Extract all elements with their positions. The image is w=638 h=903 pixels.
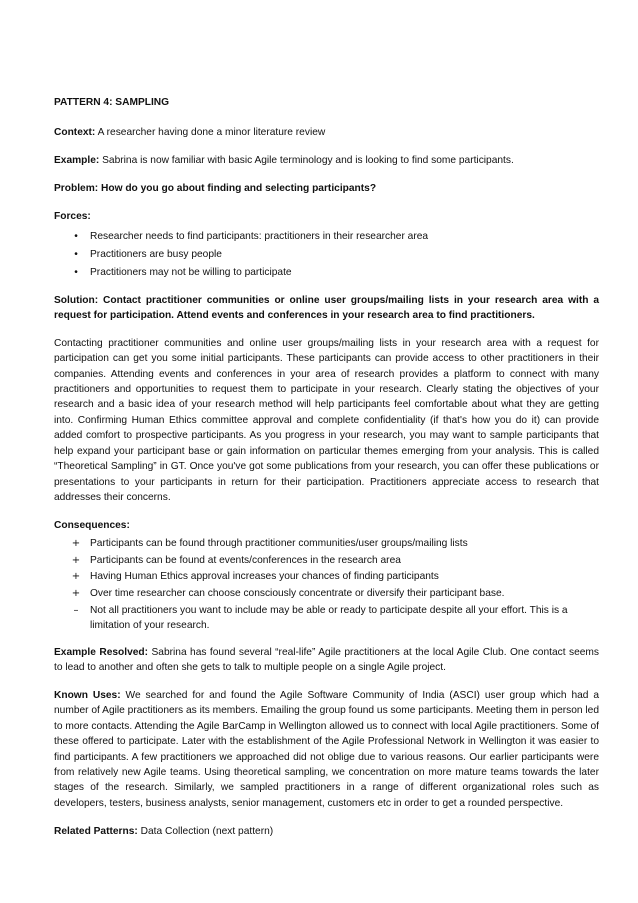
consequence-item xyxy=(54,569,599,586)
forces-label: Forces: xyxy=(54,211,91,223)
known-uses-paragraph xyxy=(54,688,599,811)
context-text: A researcher having done a minor literature review xyxy=(97,127,326,139)
consequences-heading xyxy=(54,518,599,533)
forces-item-text: Researcher needs to find participants: practitioners in their researcher area xyxy=(90,230,429,242)
consequence-item xyxy=(54,603,599,635)
bullet-icon: • xyxy=(74,266,78,278)
consequence-text: Participants can be found at events/conferences in the research area xyxy=(90,554,401,566)
forces-heading xyxy=(54,209,599,224)
forces-item-text: Practitioners may not be willing to participate xyxy=(90,266,292,278)
consequence-item xyxy=(54,553,599,570)
example-text: Sabrina is now familiar with basic Agile terminology and is looking to find some participants. xyxy=(102,155,514,167)
forces-list xyxy=(54,228,599,282)
minus-icon: – xyxy=(73,604,79,616)
consequences-label: Consequences: xyxy=(54,519,130,531)
plus-icon: + xyxy=(71,538,81,550)
bullet-icon: • xyxy=(74,248,78,260)
bullet-icon: • xyxy=(74,230,78,242)
consequence-text: Not all practitioners you want to include may be able or ready to participate despite all your effort. This is a limitation of your research. xyxy=(90,604,568,631)
example-resolved-label: Example Resolved: xyxy=(54,646,149,658)
related-patterns-text: Data Collection (next pattern) xyxy=(140,825,274,837)
example-resolved-text: Sabrina has found several “real-life” Agile practitioners at the local Agile Club. One contact seems to lead to another and often she gets to talk to multiple people on a single Agile project. xyxy=(54,646,599,673)
solution-heading-text: Solution: Contact practitioner communities or online user groups/mailing lists in your research area with a request for participation. Attend events and conferences in your research area to find practitioners. xyxy=(54,294,599,321)
forces-item-text: Practitioners are busy people xyxy=(90,248,222,260)
known-uses-text: We searched for and found the Agile Software Community of India (ASCI) user group which had a number of Agile practitioners as its members. Emailing the group found us some participants. Meeting them in person led to more contacts. Attending the Agile BarCamp in Wellington allowed us to connect with local Agile practitioners. Some of these offered to participate. Later with the establishment of the Agile Professional Network in Wellington it was easier to find participants. A few practitioners we approached did not oblige due to various reasons. Our earlier participants were from relatively new Agile teams. Using theoretical sampling, we concentration on more mature teams towards the later stages of the research. Similarly, we sampled practitioners in a range of different organizational roles such as developers, testers, business analysts, senior management, customers etc in order to get a rounded perspective. xyxy=(54,689,600,809)
example-paragraph xyxy=(54,153,599,168)
forces-item xyxy=(54,264,599,282)
plus-icon: + xyxy=(71,588,81,599)
context-paragraph xyxy=(54,125,599,140)
solution-heading xyxy=(54,293,599,324)
plus-icon: + xyxy=(71,571,81,583)
example-resolved-paragraph xyxy=(54,645,599,676)
related-patterns-paragraph xyxy=(54,824,599,839)
consequences-list xyxy=(54,536,599,634)
consequence-text: Over time researcher can choose consciously concentrate or diversify their participant base. xyxy=(90,588,505,599)
forces-item xyxy=(54,246,599,264)
problem-paragraph xyxy=(54,181,599,196)
consequence-item xyxy=(54,536,599,553)
consequence-text: Having Human Ethics approval increases your chances of finding participants xyxy=(90,571,439,583)
plus-icon: + xyxy=(71,554,81,566)
consequence-text: Participants can be found through practitioner communities/user groups/mailing lists xyxy=(90,538,468,550)
solution-body: Contacting practitioner communities and online user groups/mailing lists in your research area with a request for participation can get you some initial participants. These participants can provide access to other practitioners in their companies. Attending events and conferences in your area of research provides a platform to connect with many practitioners and opportunities to request them to participate in your research. Clearly stating the objectives of your research and a basic idea of your research method will help participants feel comfortable about what they are getting into. Confirming Human Ethics committee approval and complete confidentiality (if that's how you do it) can provide added comfort to prospective participants. As you progress in your research, you may want to sample participants that help expand your participant base or gain information on particular themes emerging from your analysis. This is called “Theoretical Sampling” in GT. Once you've got some publications from your research, you can offer these publications or presentations to your participants in return for their participation. Practitioners appreciate access to research that addresses their concerns. xyxy=(54,337,599,503)
consequence-item xyxy=(54,586,599,603)
known-uses-label: Known Uses: xyxy=(54,689,121,701)
problem-text: Problem: How do you go about finding and selecting participants? xyxy=(54,183,377,195)
context-label: Context: xyxy=(54,127,96,139)
forces-item xyxy=(54,228,599,246)
related-patterns-label: Related Patterns: xyxy=(54,825,138,837)
pattern-title: PATTERN 4: SAMPLING xyxy=(54,97,170,108)
example-label: Example: xyxy=(54,155,100,167)
